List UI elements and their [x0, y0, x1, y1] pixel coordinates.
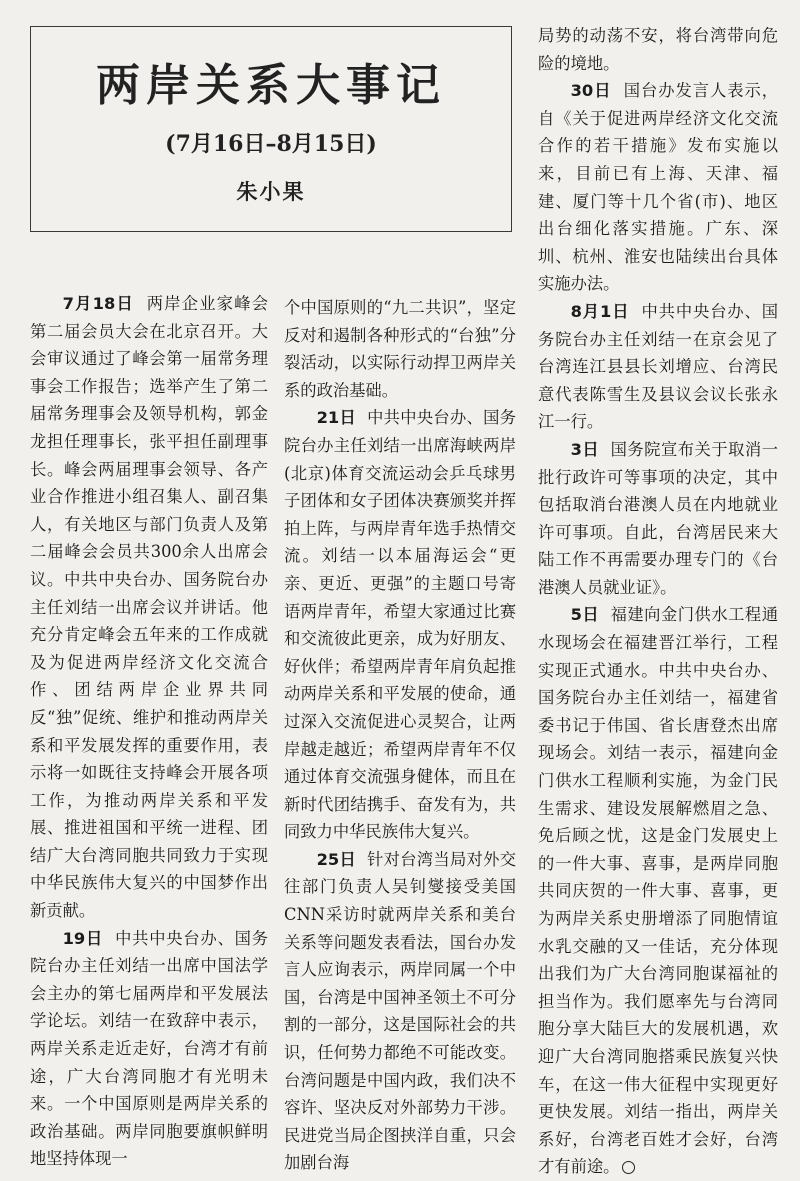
entry-jul-21	[284, 404, 516, 846]
entry-aug-5	[538, 601, 778, 1180]
entry-date: 7月18日	[62, 294, 134, 313]
entry-date: 5日	[570, 605, 600, 625]
entry-text: 国台办发言人表示，自《关于促进两岸经济文化交流合作的若干措施》发布实施以来，目前已有上海、天津、福建、厦门等十几个省(市)、地区出台细化落实措施。广东、深圳、杭州、淮安也陆续出台具体实施办法。	[538, 81, 778, 294]
entry-date: 19日	[62, 928, 104, 948]
entry-text: 福建向金门供水工程通水现场会在福建晋江举行，工程实现正式通水。中共中央台办、国务院台办主任刘结一，福建省委书记于伟国、省长唐登杰出席现场会。刘结一表示，福建向金门供水工程顺利实施，为金门民生需求、建设发展解燃眉之急、免后顾之忧，这是金门发展史上的一件大事、喜事，是两岸同胞共同庆贺的一件大事、喜事，更为两岸关系史册增添了同胞情谊水乳交融的又一佳话，充分体现出我们为广大台湾同胞谋福祉的担当作为。我们愿率先与台湾同胞分享大陆巨大的发展机遇，欢迎广大台湾同胞搭乘民族复兴快车，在这一伟大征程中实现更好更快发展。刘结一指出，两岸关系好，台湾老百姓才会好，台湾才有前途。	[538, 605, 778, 1177]
date-range: (7月16日–8月15日)	[165, 131, 377, 157]
entry-date: 30日	[570, 81, 612, 101]
entry-jul-18	[30, 290, 268, 925]
entry-aug-3	[538, 436, 778, 602]
column-1	[30, 290, 268, 1173]
page-title: 两岸关系大事记	[96, 60, 446, 111]
entry-aug-1	[538, 298, 778, 436]
entry-jul-19	[30, 925, 268, 1173]
entry-text: 针对台湾当局对外交往部门负责人吴钊燮接受美国CNN采访时就两岸关系和美台关系等问题发表看法，国台办发言人应询表示，两岸同属一个中国，台湾是中国神圣领土不可分割的一部分，这是国际社会的共识，任何势力都绝不可能改变。台湾问题是中国内政，我们决不容许、坚决反对外部势力干涉。民进党当局企图挟洋自重，只会加剧台海	[284, 849, 516, 1173]
column-2	[284, 294, 516, 1177]
entry-text: 中共中央台办、国务院台办主任刘结一在京会见了台湾连江县县长刘增应、台湾民意代表陈雪生及县议会议长张永江一行。	[538, 301, 778, 432]
entry-text: 中共中央台办、国务院台办主任刘结一出席海峡两岸(北京)体育交流运动会乒乓球男子团体和女子团体决赛颁奖并挥拍上阵，与两岸青年选手热情交流。刘结一以本届海运会“更亲、更近、更强”的主题口号寄语两岸青年，希望大家通过比赛和交流彼此更亲，成为好朋友、好伙伴；希望两岸青年肩负起推动两岸关系和平发展的使命，通过深入交流促进心灵契合，让两岸越走越近；希望两岸青年不仅通过体育交流强身健体，而且在新时代团结携手、奋发有为，共同致力中华民族伟大复兴。	[284, 408, 516, 842]
entry-text: 中共中央台办、国务院台办主任刘结一出席中国法学会主办的第七届两岸和平发展法学论坛。刘结一在致辞中表示，两岸关系走近走好，台湾才有前途，广大台湾同胞才有光明未来。一个中国原则是两岸关系的政治基础。两岸同胞要旗帜鲜明地坚持体现一	[30, 928, 268, 1169]
entry-text: 两岸企业家峰会第二届会员大会在北京召开。大会审议通过了峰会第一届常务理事会工作报告；选举产生了第二届常务理事会及领导机构，郭金龙担任理事长，张平担任副理事长。峰会两届理事会领导、各产业合作推进小组召集人、副召集人，有关地区与部门负责人及第二届峰会会员共300余人出席会议。中共中央台办、国务院台办主任刘结一出席会议并讲话。他充分肯定峰会五年来的工作成就及为促进两岸经济文化交流合作、团结两岸企业界共同反“独”促统、维护和推动两岸关系和平发展发挥的重要作用，表示将一如既往支持峰会开展各项工作，为推动两岸关系和平发展、推进祖国和平统一进程、团结广大台湾同胞共同致力于实现中华民族伟大复兴的中国梦作出新贡献。	[30, 294, 268, 921]
author: 朱小果	[236, 179, 306, 204]
title-box	[30, 26, 512, 232]
end-mark-icon	[622, 1161, 635, 1174]
entry-text: 国务院宣布关于取消一批行政许可等事项的决定，其中包括取消台港澳人员在内地就业许可事项。自此，台湾居民来大陆工作不再需要办理专门的《台港澳人员就业证》。	[538, 439, 778, 597]
entry-date: 3日	[570, 439, 600, 459]
entry-jul-19-continued	[284, 294, 516, 404]
entry-jul-30	[538, 77, 778, 298]
entry-date: 21日	[316, 408, 357, 428]
entry-text: 局势的动荡不安，将台湾带向危险的境地。	[538, 26, 778, 73]
entry-date: 25日	[316, 849, 357, 869]
entry-jul-25	[284, 846, 516, 1177]
entry-text: 个中国原则的“九二共识”，坚定反对和遏制各种形式的“台独”分裂活动，以实际行动捍卫两岸关系的政治基础。	[284, 298, 516, 400]
column-3	[538, 22, 778, 1181]
entry-date: 8月1日	[570, 301, 630, 321]
entry-jul-25-continued	[538, 22, 778, 77]
